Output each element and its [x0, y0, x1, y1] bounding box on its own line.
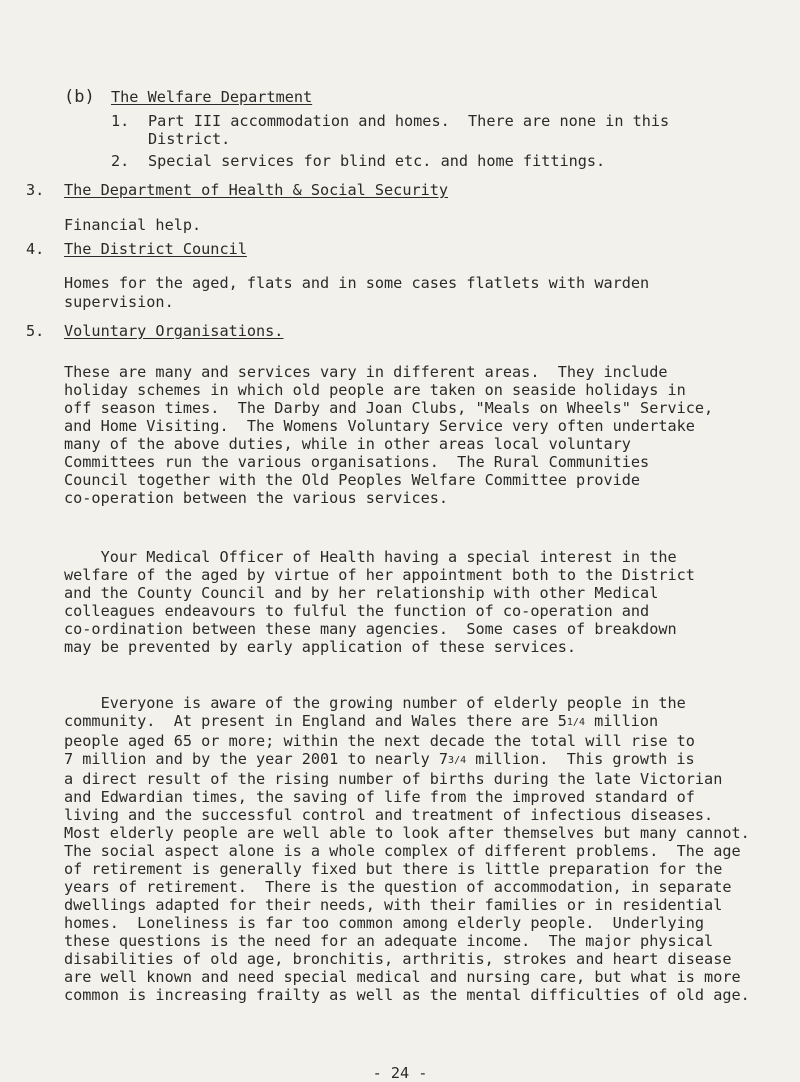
paragraph-line: and Edwardian times, the saving of life from the improved standard of: [64, 788, 695, 806]
paragraph-line: and the County Council and by her relationship with other Medical: [64, 584, 659, 602]
paragraph-line: Everyone is aware of the growing number of elderly people in the: [64, 694, 686, 712]
line-text: million. This growth is: [466, 750, 695, 768]
paragraph-line: off season times. The Darby and Joan Clubs, "Meals on Wheels" Service,: [64, 399, 714, 417]
paragraph-medical-officer: [64, 548, 794, 656]
paragraph-line: Most elderly people are well able to look after themselves but many cannot.: [64, 824, 750, 842]
paragraph-line: Committees run the various organisations. The Rural Communities: [64, 453, 650, 471]
paragraph-line: these questions is the need for an adequate income. The major physical: [64, 932, 714, 950]
item-1-number: 1.: [111, 112, 130, 130]
paragraph-line: colleagues endeavours to fulful the function of co-operation and: [64, 602, 650, 620]
paragraph-line: [64, 750, 794, 770]
paragraph-line: common is increasing frailty as well as the mental difficulties of old age.: [64, 986, 750, 1004]
section-4-number: 4.: [26, 240, 45, 258]
paragraph-line: holiday schemes in which old people are taken on seaside holidays in: [64, 381, 686, 399]
section-4-line-2: supervision.: [64, 293, 174, 311]
fraction: 1/4: [566, 717, 585, 728]
line-text: 7 million and by the year 2001 to nearly 7: [64, 750, 449, 768]
paragraph-line: years of retirement. There is the question of accommodation, in separate: [64, 878, 732, 896]
section-3-number: 3.: [26, 181, 45, 199]
paragraph-line: homes. Loneliness is far too common among elderly people. Underlying: [64, 914, 705, 932]
paragraph-line: people aged 65 or more; within the next decade the total will rise to: [64, 732, 695, 750]
section-3-heading: The Department of Health & Social Security: [64, 181, 449, 199]
item-2-line-1: Special services for blind etc. and home fittings.: [148, 152, 606, 170]
paragraph-line: welfare of the aged by virtue of her appointment both to the District: [64, 566, 695, 584]
paragraph-line: dwellings adapted for their needs, with their families or in residential: [64, 896, 723, 914]
paragraph-line: These are many and services vary in different areas. They include: [64, 363, 668, 381]
paragraph-line: of retirement is generally fixed but there is little preparation for the: [64, 860, 723, 878]
item-1-line-2: District.: [148, 130, 231, 148]
paragraph-line: are well known and need special medical and nursing care, but what is more: [64, 968, 741, 986]
section-b-heading: The Welfare Department: [111, 88, 313, 106]
section-4-line-1: Homes for the aged, flats and in some cases flatlets with warden: [64, 274, 650, 292]
paragraph-line: a direct result of the rising number of births during the late Victorian: [64, 770, 723, 788]
paragraph-line: [64, 712, 794, 732]
line-text: community. At present in England and Wales there are 5: [64, 712, 567, 730]
paragraph-line: Council together with the Old Peoples Welfare Committee provide: [64, 471, 641, 489]
fraction: 3/4: [448, 755, 467, 766]
item-1-line-1: Part III accommodation and homes. There are none in this: [148, 112, 670, 130]
paragraph-line: and Home Visiting. The Womens Voluntary Service very often undertake: [64, 417, 695, 435]
section-3-text: Financial help.: [64, 216, 202, 234]
section-5-heading: Voluntary Organisations.: [64, 322, 284, 340]
paragraph-elderly-population: [64, 694, 794, 1004]
paragraph-line: co-operation between the various services.: [64, 489, 449, 507]
item-2-number: 2.: [111, 152, 130, 170]
section-b-marker: (b): [64, 87, 95, 107]
section-5-number: 5.: [26, 322, 45, 340]
paragraph-line: Your Medical Officer of Health having a special interest in the: [64, 548, 677, 566]
section-4-heading: The District Council: [64, 240, 247, 258]
paragraph-line: co-ordination between these many agencies. Some cases of breakdown: [64, 620, 677, 638]
paragraph-line: The social aspect alone is a whole complex of different problems. The age: [64, 842, 741, 860]
page-number: - 24 -: [372, 1064, 428, 1082]
paragraph-voluntary-services: [64, 363, 794, 507]
paragraph-line: disabilities of old age, bronchitis, arthritis, strokes and heart disease: [64, 950, 732, 968]
line-text: million: [584, 712, 659, 730]
paragraph-line: may be prevented by early application of these services.: [64, 638, 577, 656]
paragraph-line: many of the above duties, while in other areas local voluntary: [64, 435, 631, 453]
paragraph-line: living and the successful control and treatment of infectious diseases.: [64, 806, 714, 824]
